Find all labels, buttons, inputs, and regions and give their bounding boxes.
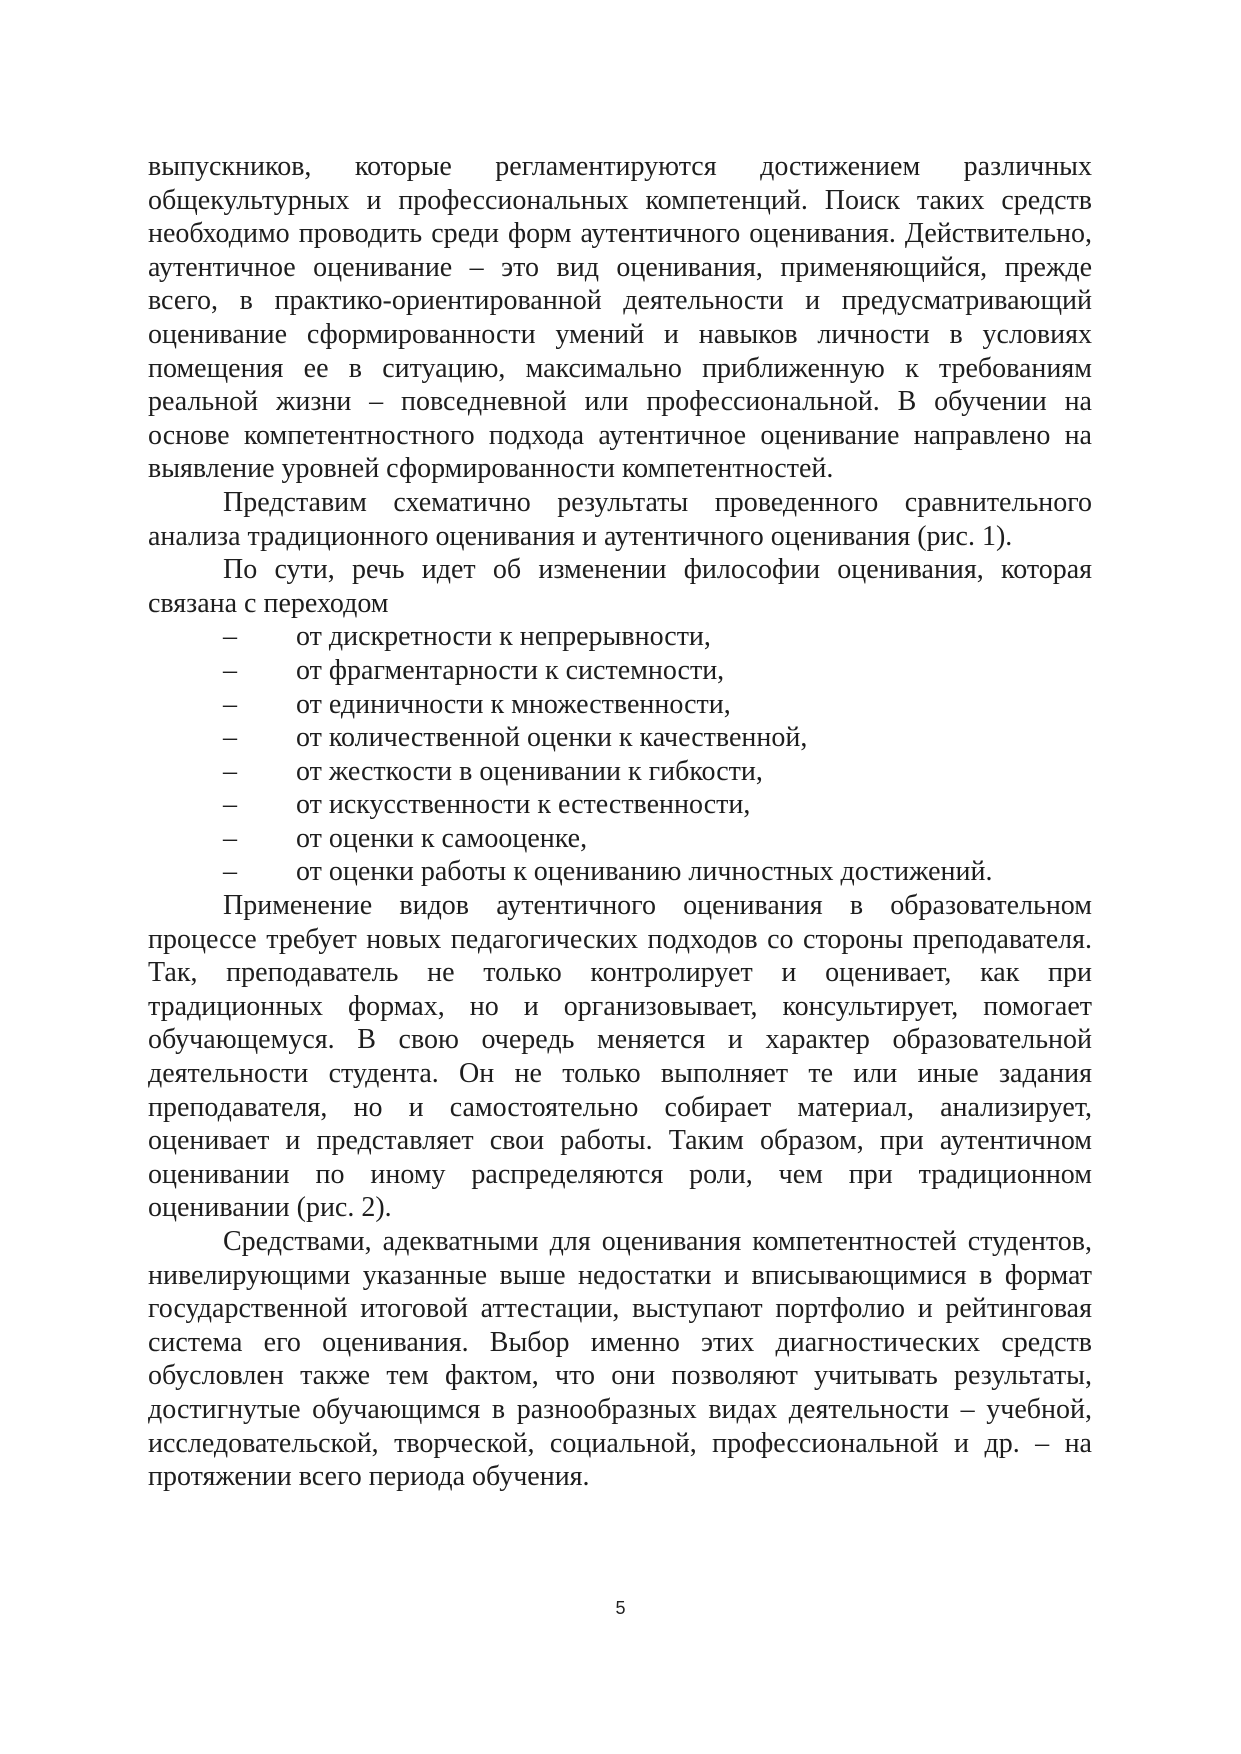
paragraph-continuation: выпускников, которые регламентируются достижением различных общекультурных и профессиональных компетенций. Поиск таких средств необходимо проводить среди форм аутентичного оценивания. Действительно, аутентичное оценивание – это вид оценивания, применяющийся, прежде всего, в практико-ориентированной деятельности и предусматривающий оценивание сформированности умений и навыков личности в условиях помещения ее в ситуацию, максимально приближенную к требованиям реальной жизни – повседневной или профессиональной. В обучении на основе компетентностного подхода аутентичное оценивание направлено на выявление уровней сформированности компетентностей. [148, 151, 1092, 485]
list-dash-marker: – [223, 722, 237, 754]
list-item-text: от количественной оценки к качественной, [296, 722, 808, 754]
list-item [148, 822, 1092, 856]
list-item [148, 688, 1092, 722]
paragraph-roles: Применение видов аутентичного оценивания в образовательном процессе требует новых педагогических подходов со стороны преподавателя. Так, преподаватель не только контролирует и оценивает, как при традиционных формах, но и организовывает, консультирует, помогает обучающемуся. В свою очередь меняется и характер образовательной деятельности студента. Он не только выполняет те или иные задания преподавателя, но и самостоятельно собирает материал, анализирует, оценивает и представляет свои работы. Таким образом, при аутентичном оценивании по иному распределяются роли, чем при традиционном оценивании (рис. 2). [148, 890, 1092, 1224]
list-item-text: от дискретности к непрерывности, [296, 621, 711, 653]
list-dash-marker: – [223, 621, 237, 653]
list-dash-marker: – [223, 789, 237, 821]
list-item [148, 721, 1092, 755]
transition-list [148, 620, 1092, 889]
list-item-text: от искусственности к естественности, [296, 789, 751, 821]
list-item [148, 654, 1092, 688]
list-item-text: от оценки к самооценке, [296, 822, 588, 854]
list-dash-marker: – [223, 822, 237, 854]
paragraph-portfolio: Средствами, адекватными для оценивания компетентностей студентов, нивелирующими указанные выше недостатки и вписывающимися в формат государственной итоговой аттестации, выступают портфолио и рейтинговая система его оценивания. Выбор именно этих диагностических средств обусловлен также тем фактом, что они позволяют учитывать результаты, достигнутые обучающимся в разнообразных видах деятельности – учебной, исследовательской, творческой, социальной, профессиональной и др. – на протяжении всего периода обучения. [148, 1226, 1092, 1493]
paragraph-figure1-reference: Представим схематично результаты проведенного сравнительного анализа традиционного оценивания и аутентичного оценивания (рис. 1). [148, 486, 1092, 552]
list-item [148, 855, 1092, 889]
list-item-text: от единичности к множественности, [296, 688, 731, 720]
page-number: 5 [615, 1598, 626, 1618]
list-item [148, 788, 1092, 822]
list-dash-marker: – [223, 654, 237, 686]
body-text [148, 150, 1092, 1494]
list-item [148, 620, 1092, 654]
list-dash-marker: – [223, 856, 237, 888]
list-item [148, 755, 1092, 789]
list-item-text: от фрагментарности к системности, [296, 654, 725, 686]
paragraph-list-intro: По сути, речь идет об изменении философии оценивания, которая связана с переходом [148, 554, 1092, 619]
list-item-text: от оценки работы к оцениванию личностных достижений. [296, 856, 993, 888]
list-dash-marker: – [223, 755, 237, 787]
list-item-text: от жесткости в оценивании к гибкости, [296, 755, 763, 787]
list-dash-marker: – [223, 688, 237, 720]
